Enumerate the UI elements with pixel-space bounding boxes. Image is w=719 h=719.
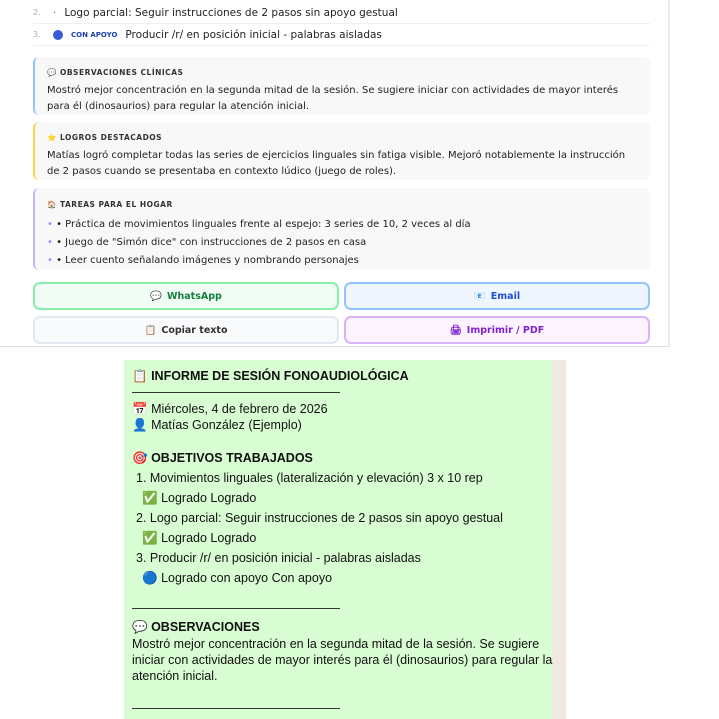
achievements-title: LOGROS DESTACADOS bbox=[59, 133, 163, 142]
objective-number: 2. bbox=[33, 8, 41, 17]
whatsapp-button[interactable] bbox=[33, 282, 339, 310]
divider bbox=[132, 608, 340, 609]
blue-circle-icon bbox=[53, 30, 63, 40]
homework-item: • • Juego de "Simón dice" con instrucciones de 2 pasos en casa bbox=[47, 237, 367, 248]
objective-status bbox=[142, 491, 256, 506]
homework-item: • • Práctica de movimientos linguales frente al espejo: 3 series de 10, 2 veces al día bbox=[47, 219, 471, 230]
star-icon: ⭐ bbox=[47, 133, 57, 142]
status-text: Logrado Logrado bbox=[161, 531, 257, 545]
observations-text: Mostró mejor concentración en la segunda mitad de la sesión. Se sugiere iniciar con actividades de mayor interés para él (dinosaurios) para regular la atención inicial. bbox=[47, 85, 619, 112]
print-label: Imprimir / PDF bbox=[466, 324, 545, 336]
observations-heading bbox=[132, 620, 260, 635]
obs-title: OBSERVACIONES bbox=[151, 620, 260, 634]
homework-item: • • Leer cuento señalando imágenes y nombrando personajes bbox=[47, 255, 359, 266]
copy-text-button[interactable] bbox=[33, 316, 339, 344]
objective-line: 2. Logo parcial: Seguir instrucciones de 2 pasos sin apoyo gestual bbox=[136, 511, 503, 525]
speech-bubble-icon: 💬 bbox=[150, 290, 163, 302]
homework-box bbox=[33, 188, 650, 270]
house-icon: 🏠 bbox=[47, 200, 57, 209]
obs-line: atención inicial. bbox=[132, 669, 218, 683]
objective-row bbox=[33, 24, 650, 46]
objectives-title: OBJETIVOS TRABAJADOS bbox=[151, 451, 313, 465]
printer-icon: 🖨 bbox=[449, 324, 462, 336]
whatsapp-message-preview bbox=[124, 360, 552, 719]
obs-line: iniciar con actividades de mayor interés para él (dinosaurios) para regular la bbox=[132, 653, 553, 667]
objective-line: 1. Movimientos linguales (lateralización y elevación) 3 x 10 rep bbox=[136, 471, 483, 485]
message-patient bbox=[132, 418, 302, 433]
divider bbox=[132, 708, 340, 709]
homework-title: TAREAS PARA EL HOGAR bbox=[59, 200, 173, 209]
objective-number: 3. bbox=[33, 30, 41, 39]
bullet: · bbox=[53, 6, 57, 19]
email-icon: 📧 bbox=[473, 290, 486, 302]
objective-status bbox=[142, 531, 256, 546]
speech-bubble-icon: 💬 bbox=[47, 68, 57, 77]
message-date bbox=[132, 402, 328, 417]
copy-label: Copiar texto bbox=[161, 324, 228, 336]
email-button[interactable] bbox=[344, 282, 650, 310]
divider bbox=[132, 392, 340, 393]
objective-text: Logo parcial: Seguir instrucciones de 2 pasos sin apoyo gestual bbox=[64, 6, 398, 19]
objectives-heading bbox=[132, 451, 313, 466]
status-badge: CON APOYO bbox=[71, 30, 118, 39]
clipboard-icon: 📋 bbox=[144, 324, 157, 336]
speech-bubble-icon: 💬 bbox=[132, 620, 148, 634]
email-label: Email bbox=[490, 290, 521, 302]
achievements-box bbox=[33, 122, 650, 180]
objective-line: 3. Producir /r/ en posición inicial - palabras aisladas bbox=[136, 551, 421, 565]
homework-item-text: • Práctica de movimientos linguales frente al espejo: 3 series de 10, 2 veces al día bbox=[56, 219, 471, 230]
homework-item-text: • Leer cuento señalando imágenes y nombrando personajes bbox=[56, 255, 359, 266]
calendar-icon: 📅 bbox=[132, 402, 148, 416]
person-icon: 👤 bbox=[132, 418, 148, 432]
observations-title: OBSERVACIONES CLÍNICAS bbox=[59, 68, 184, 77]
status-text: Logrado con apoyo Con apoyo bbox=[161, 571, 333, 585]
patient-text: Matías González (Ejemplo) bbox=[151, 418, 302, 432]
check-icon: ✅ bbox=[142, 531, 158, 545]
check-icon: ✅ bbox=[142, 491, 158, 505]
obs-line: Mostró mejor concentración en la segunda mitad de la sesión. Se sugiere bbox=[132, 637, 540, 651]
objective-row bbox=[33, 2, 650, 24]
homework-item-text: • Juego de "Simón dice" con instrucciones de 2 pasos en casa bbox=[56, 237, 367, 248]
chat-background bbox=[552, 360, 566, 719]
achievements-text: Matías logró completar todas las series de ejercicios linguales sin fatiga visible. Mejoró notablemente la instrucción de 2 pasos cuando se presentaba en contexto lúdico (juego de roles). bbox=[47, 150, 626, 177]
target-icon: 🎯 bbox=[132, 451, 148, 465]
report-panel bbox=[0, 0, 670, 347]
print-pdf-button[interactable] bbox=[344, 316, 650, 344]
status-text: Logrado Logrado bbox=[161, 491, 257, 505]
objective-text: Producir /r/ en posición inicial - palabras aisladas bbox=[125, 28, 382, 41]
blue-circle-icon: 🔵 bbox=[142, 571, 158, 585]
whatsapp-label: WhatsApp bbox=[167, 290, 222, 302]
objective-status bbox=[142, 571, 332, 586]
title-text: INFORME DE SESIÓN FONOAUDIOLÓGICA bbox=[151, 369, 409, 383]
observations-box bbox=[33, 57, 650, 115]
message-title bbox=[132, 369, 409, 384]
date-text: Miércoles, 4 de febrero de 2026 bbox=[151, 402, 328, 416]
clipboard-icon: 📋 bbox=[132, 369, 148, 383]
